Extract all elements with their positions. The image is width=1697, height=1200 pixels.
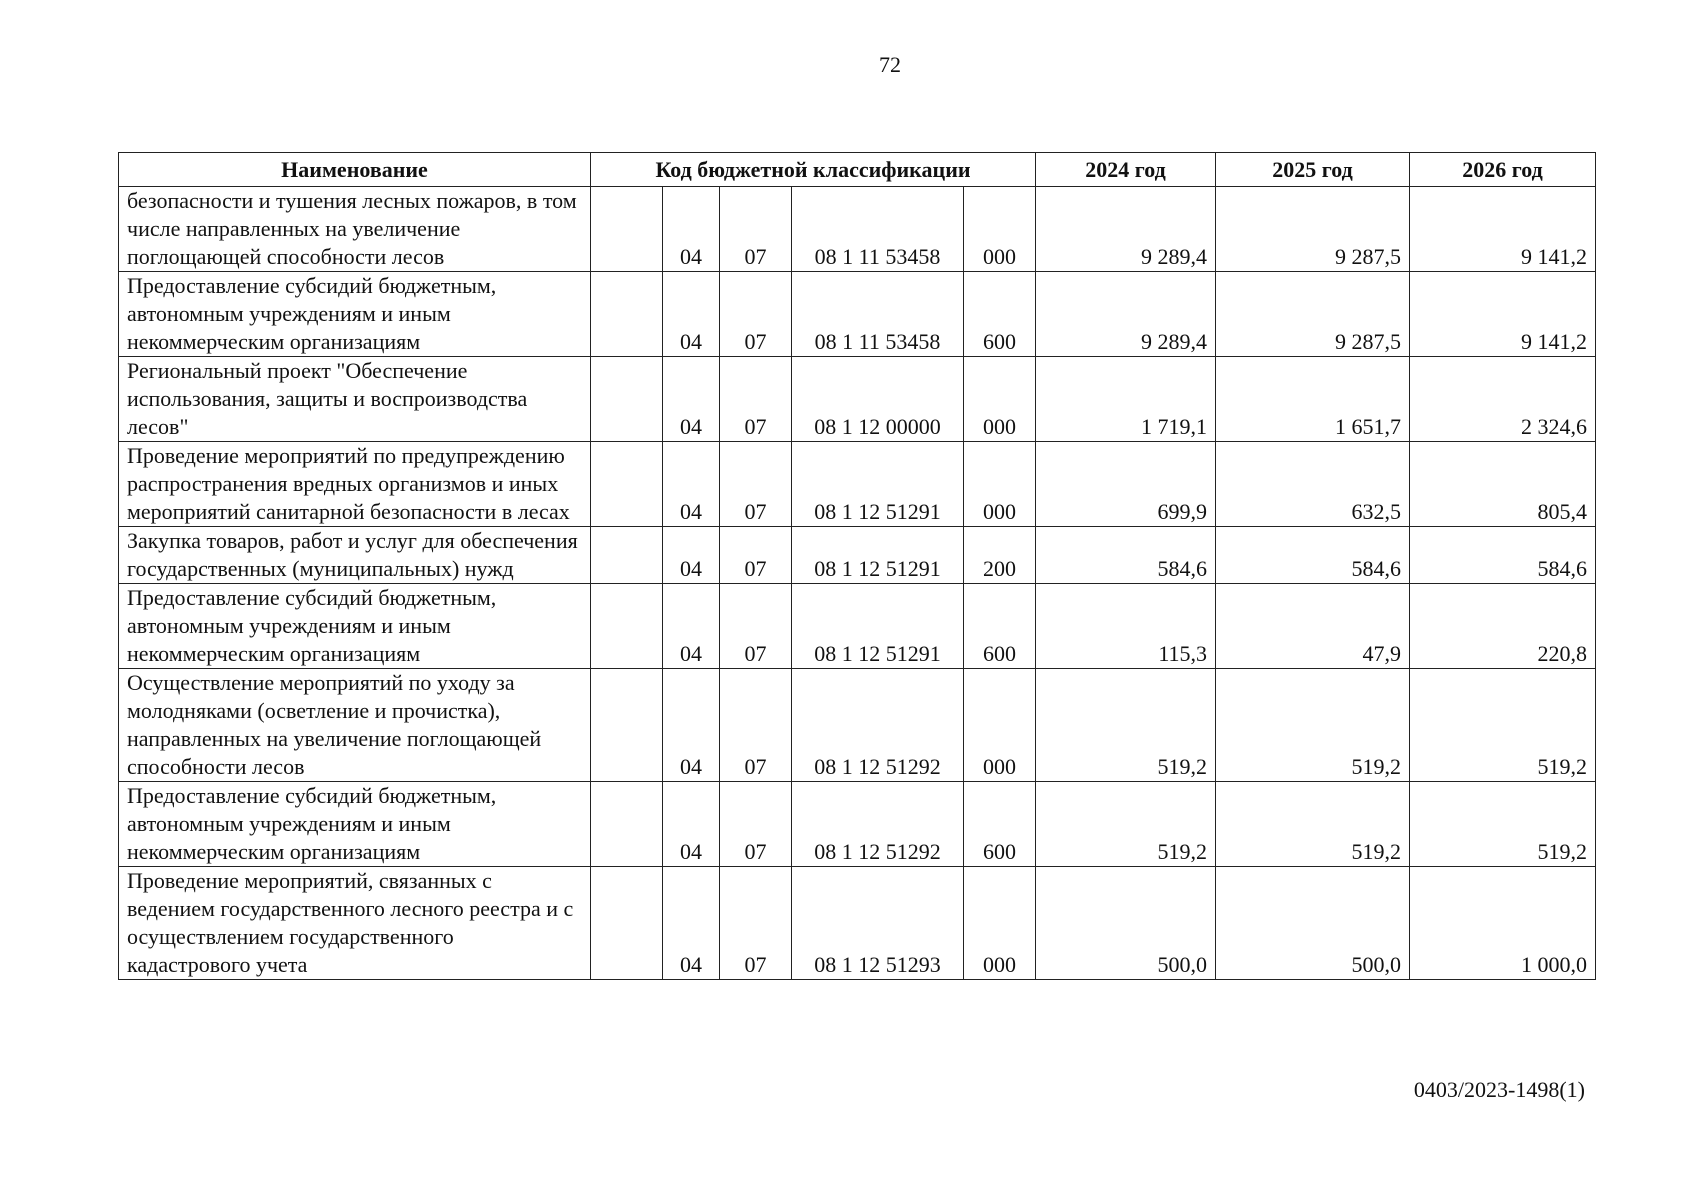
cell-code-subsection: 07 (720, 669, 792, 782)
cell-code-target: 08 1 12 51292 (792, 782, 964, 867)
cell-name: Проведение мероприятий по предупреждению распространения вредных организмов и иных мероприятий санитарной безопасности в лесах (119, 442, 591, 527)
header-2025: 2025 год (1216, 153, 1410, 187)
cell-code-section: 04 (663, 867, 720, 980)
cell-2024: 1 719,1 (1036, 357, 1216, 442)
cell-code-blank (591, 782, 663, 867)
cell-name: Проведение мероприятий, связанных с ведением государственного лесного реестра и с осуществлением государственного кадастрового учета (119, 867, 591, 980)
cell-code-subsection: 07 (720, 782, 792, 867)
cell-code-blank (591, 357, 663, 442)
table-row (119, 527, 1596, 584)
cell-code-section: 04 (663, 584, 720, 669)
cell-2024: 519,2 (1036, 669, 1216, 782)
cell-name: Предоставление субсидий бюджетным, автономным учреждениям и иным некоммерческим организациям (119, 272, 591, 357)
header-2026: 2026 год (1410, 153, 1596, 187)
table-row (119, 669, 1596, 782)
cell-code-expense-type: 200 (964, 527, 1036, 584)
cell-2026: 519,2 (1410, 669, 1596, 782)
cell-2026: 9 141,2 (1410, 187, 1596, 272)
cell-code-target: 08 1 12 51293 (792, 867, 964, 980)
cell-2025: 584,6 (1216, 527, 1410, 584)
header-code: Код бюджетной классификации (591, 153, 1036, 187)
cell-code-expense-type: 000 (964, 187, 1036, 272)
cell-code-expense-type: 000 (964, 442, 1036, 527)
budget-table (118, 152, 1596, 980)
cell-2026: 519,2 (1410, 782, 1596, 867)
cell-code-section: 04 (663, 782, 720, 867)
cell-code-target: 08 1 12 00000 (792, 357, 964, 442)
cell-code-section: 04 (663, 272, 720, 357)
cell-2024: 115,3 (1036, 584, 1216, 669)
cell-code-subsection: 07 (720, 442, 792, 527)
cell-code-expense-type: 600 (964, 272, 1036, 357)
document-code: 0403/2023-1498(1) (1413, 1077, 1585, 1102)
cell-2025: 632,5 (1216, 442, 1410, 527)
cell-code-blank (591, 187, 663, 272)
table-row (119, 357, 1596, 442)
cell-2026: 9 141,2 (1410, 272, 1596, 357)
cell-code-target: 08 1 11 53458 (792, 187, 964, 272)
table-header-row (119, 153, 1596, 187)
cell-code-blank (591, 527, 663, 584)
cell-code-section: 04 (663, 527, 720, 584)
cell-2026: 584,6 (1410, 527, 1596, 584)
cell-code-subsection: 07 (720, 527, 792, 584)
header-2024: 2024 год (1036, 153, 1216, 187)
cell-code-subsection: 07 (720, 187, 792, 272)
cell-code-blank (591, 442, 663, 527)
cell-code-blank (591, 867, 663, 980)
cell-code-expense-type: 000 (964, 669, 1036, 782)
cell-code-target: 08 1 11 53458 (792, 272, 964, 357)
cell-code-target: 08 1 12 51291 (792, 527, 964, 584)
cell-2026: 220,8 (1410, 584, 1596, 669)
cell-name: Осуществление мероприятий по уходу за молодняками (осветление и прочистка), направленных на увеличение поглощающей способности лесов (119, 669, 591, 782)
cell-2024: 584,6 (1036, 527, 1216, 584)
cell-2025: 519,2 (1216, 782, 1410, 867)
cell-2025: 47,9 (1216, 584, 1410, 669)
cell-2024: 9 289,4 (1036, 272, 1216, 357)
cell-2024: 9 289,4 (1036, 187, 1216, 272)
cell-code-subsection: 07 (720, 357, 792, 442)
table-body (119, 187, 1596, 980)
cell-code-expense-type: 000 (964, 357, 1036, 442)
cell-2025: 9 287,5 (1216, 272, 1410, 357)
cell-2025: 1 651,7 (1216, 357, 1410, 442)
cell-code-expense-type: 600 (964, 782, 1036, 867)
cell-code-blank (591, 272, 663, 357)
cell-2025: 500,0 (1216, 867, 1410, 980)
cell-name: Региональный проект "Обеспечение использования, защиты и воспроизводства лесов" (119, 357, 591, 442)
cell-code-target: 08 1 12 51291 (792, 584, 964, 669)
cell-code-blank (591, 584, 663, 669)
cell-name: Предоставление субсидий бюджетным, автономным учреждениям и иным некоммерческим организациям (119, 782, 591, 867)
cell-name: Предоставление субсидий бюджетным, автономным учреждениям и иным некоммерческим организациям (119, 584, 591, 669)
cell-2024: 519,2 (1036, 782, 1216, 867)
cell-name: Закупка товаров, работ и услуг для обеспечения государственных (муниципальных) нужд (119, 527, 591, 584)
cell-2025: 519,2 (1216, 669, 1410, 782)
cell-2024: 699,9 (1036, 442, 1216, 527)
cell-code-section: 04 (663, 187, 720, 272)
table-row (119, 272, 1596, 357)
cell-code-target: 08 1 12 51291 (792, 442, 964, 527)
cell-code-section: 04 (663, 442, 720, 527)
table-row (119, 584, 1596, 669)
cell-2025: 9 287,5 (1216, 187, 1410, 272)
cell-2026: 805,4 (1410, 442, 1596, 527)
table-row (119, 442, 1596, 527)
page-number: 72 (879, 52, 901, 77)
cell-2024: 500,0 (1036, 867, 1216, 980)
header-name: Наименование (119, 153, 591, 187)
cell-name: безопасности и тушения лесных пожаров, в том числе направленных на увеличение поглощающей способности лесов (119, 187, 591, 272)
table-row (119, 867, 1596, 980)
cell-code-subsection: 07 (720, 272, 792, 357)
cell-code-blank (591, 669, 663, 782)
cell-code-expense-type: 000 (964, 867, 1036, 980)
cell-code-expense-type: 600 (964, 584, 1036, 669)
cell-code-subsection: 07 (720, 867, 792, 980)
cell-2026: 1 000,0 (1410, 867, 1596, 980)
table-row (119, 187, 1596, 272)
cell-code-target: 08 1 12 51292 (792, 669, 964, 782)
table-row (119, 782, 1596, 867)
cell-code-subsection: 07 (720, 584, 792, 669)
cell-2026: 2 324,6 (1410, 357, 1596, 442)
cell-code-section: 04 (663, 357, 720, 442)
cell-code-section: 04 (663, 669, 720, 782)
